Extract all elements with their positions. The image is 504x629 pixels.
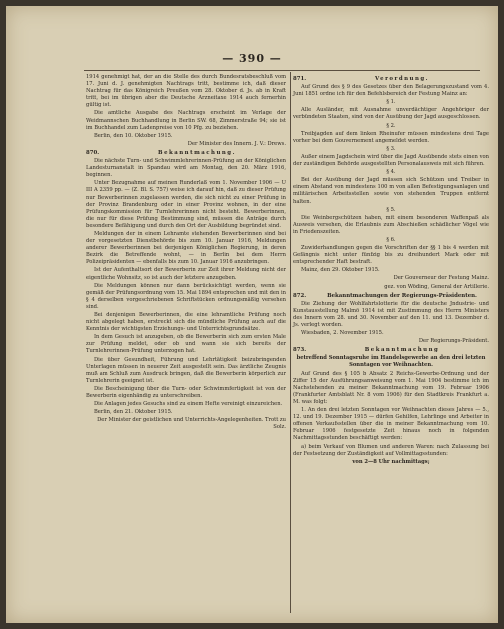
paragraph: Außer einem Jagdschein wird über die Jagd Ausübende stets einen von der zuständigen Behörde ausgestellten Personalausweis mit sich führen. [293, 153, 489, 168]
date-line: Mainz, den 29. Oktober 1915. [301, 267, 380, 274]
paragraph-symbol: § 4. [386, 169, 396, 176]
section-number: 871. [293, 76, 307, 82]
paragraph-symbol: § 5. [386, 206, 396, 213]
paragraph: Treibjagden auf dem linken Rheinufer müssen mindestens drei Tage vorher bei dem Gouvernement angemeldet werden. [293, 130, 489, 144]
page-number: — 390 — [222, 52, 282, 65]
section-870-heading [86, 150, 286, 157]
paragraph-symbol: § 1. [386, 99, 396, 106]
paragraph: Auf Grund des § 9 des Gesetzes über den Belagerungszustand vom 4. Juni 1851 ordne ich für den Befehlsbereich der Festung Mainz an: [293, 84, 489, 98]
paragraph: Ist der Aufenthaltsort der Bewerberin zur Zeit ihrer Meldung nicht der eigentliche Wohnsitz, so ist auch der letztere anzugeben. [86, 267, 286, 281]
paragraph: Meldungen der in einem Lehramte stehenden Bewerberinnen sind bei der vorgesetzten Dienstbehörde bis zum 10. Januar 1916, Meldungen anderer Bewerberinnen bei derjenigen Königlichen Regierung, in deren Bezirk die Betreffende wohnt, — in Berlin bei dem Herrn Polizeipräsidenten — ebenfalls bis zum 10. Januar 1916 anzubringen. [86, 230, 286, 266]
paragraph-symbol: § 2. [386, 122, 396, 129]
paragraph: Die Meldungen können nur dann berücksichtigt werden, wenn sie gemäß der Prüfungsordnung vom 15. Mai 1894 entsprechen und mit den in § 4 derselben vorgeschriebenen Schriftstücken ordnungsmäßig versehen sind. [86, 282, 286, 310]
paragraph-symbol: § 6. [386, 236, 396, 243]
paragraph: Alle Ausländer, mit Ausnahme unverdächtiger Angehöriger der verbündeten Staaten, sind von der Ausübung der Jagd ausgeschlossen. [293, 107, 489, 121]
paragraph: Auf Grund des § 105 b Absatz 2 Reichs-Gewerbe-Ordnung und der Ziffer 15 der Ausführungsanweisung vom 1. Mai 1904 bestimme ich im Nachstehenden zu meiner Bekanntmachung vom 19. Februar 1906 (Frankfurter Amtsblatt Nr. 8 vom 1906) für den Stadtkreis Frankfurt a. M. was folgt: [293, 370, 489, 405]
paragraph-symbol: § 3. [386, 145, 396, 152]
paragraph: Die nächste Turn- und Schwimmlehrerinnen-Prüfung an der Königlichen Landesturnanstalt in Spandau wird am Montag, den 20. März 1916, beginnen. [86, 158, 286, 179]
signature: Der Gouverneur der Festung Mainz. [393, 275, 489, 282]
paragraph: Bei der Ausübung der Jagd müssen sich Schützen und Treiber in einem Abstand von mindestens 100 m von allen Befestigungsanlagen und militärischen Arbeitsstellen sowie von stehenden Truppen entfernt halten. [293, 177, 489, 205]
list-item: 1. An den drei letzten Sonntagen vor Weihnachten dieses Jahres — 5., 12. und 19. Dezember 1915 — dürfen Gehilfen, Lehrlinge und Arbeiter in offenen Verkaufsstellen über die in meiner Bekanntmachung vom 10. Februar 1906 festgesetzte Zeit hinaus noch in folgenden Nachmittagsstunden beschäftigt werden: [293, 407, 489, 442]
paragraph: Die Anlagen jedes Gesuchs sind zu einem Hefte vereinigt einzureichen. [94, 401, 283, 408]
list-item: a) beim Verkauf von Blumen und anderen Waren: nach Zulassung bei der Festsetzung der Zuständigkeit auf Vollmittagsstunden: [293, 443, 489, 457]
section-number: 873. [293, 347, 307, 354]
intro-paragraph: Die amtliche Ausgabe des Nachtrags erscheint im Verlage der Weidmannschen Buchhandlung in Berlin SW. 68, Zimmerstraße 94; sie ist im Buchhandel zum Ladenpreise von 10 Pfg. zu beziehen. [86, 110, 286, 131]
section-title: Verordnung. [374, 76, 430, 82]
paragraph: In dem Gesuch ist anzugeben, ob die Bewerberin sich zum ersten Male zur Prüfung meldet, oder ob und wann sie sich bereits der Turnlehrerinnen-Prüfung unterzogen hat. [86, 334, 286, 355]
paragraph: Zuwiderhandlungen gegen die Vorschriften der §§ 1 bis 4 werden mit Gefängnis nicht unter fünfzig bis zu dreihundert Mark oder mit entsprechender Haft bestraft. [293, 245, 489, 266]
date-line: Berlin, den 21. Oktober 1915. [94, 409, 173, 416]
section-number: 870. [86, 149, 100, 156]
intro-date: Berlin, den 10. Oktober 1915. [94, 132, 173, 139]
section-872-heading [293, 293, 489, 300]
paragraph: Bei denjenigen Bewerberinnen, die eine lehramtliche Prüfung noch nicht abgelegt haben, erstreckt sich die mündliche Prüfung auch auf die Kenntnis der wichtigsten Erziehungs- und Unterrichtsgrundsätze. [86, 312, 286, 333]
paragraph: Die Ziehung der Wohlfahrtslotterie für die deutsche Jndustrie- und Kunstausstellung Malmö 1914 ist mit Zustimmung des Herrn Ministers des Innern vom 28. und 30. November auf den 11. und 13. Dezember d. Js. verlegt worden. [293, 300, 489, 328]
document-page [6, 6, 498, 623]
signature: Der Minister der geistlichen und Unterrichts-Angelegenheiten. Trott zu Solz. [97, 417, 286, 431]
section-title: Bekanntmachung [364, 347, 440, 354]
intro-paragraph: 1914 genehmigt hat, der an die Stelle des durch Bundesratsbeschluß vom 17. Juni d. J. genehmigten Nachtrags tritt, bestimme ich, daß dieser Nachtrag für das Königreich Preußen vom 28. Oktober d. Js. ab in Kraft tritt, bei im übrigen aber die Deutsche Arzneitaxe 1914 auch fernerhin gültig ist. [86, 74, 286, 109]
section-873-heading [293, 347, 489, 354]
paragraph: Die Bescheinigung über die Turn- oder Schwimmfertigkeit ist von der Bewerberin eigenhändig zu unterschreiben. [86, 385, 286, 400]
signature: gez. von Wöding, General der Artillerie. [384, 283, 489, 290]
section-title: Bekanntmachung. [158, 149, 236, 156]
section-subtitle: betreffend Sonntagsruhe im Handelsgewerbe an den drei letzten Sonntagen vor Weihnachten. [296, 355, 486, 369]
signature: Der Regierungs-Präsident. [418, 338, 489, 345]
paragraph: Die Weinbergschützen haben, mit einem besonderen Waffenpaß als Ausweis versehen, die Erlaubnis zum Abschießen schädlicher Vögel wie in Friedenszeiten. [293, 214, 489, 235]
section-number: 872. [293, 292, 307, 299]
date-line: Wiesbaden, 2. November 1915. [301, 330, 384, 337]
intro-signature: Der Minister des Innern. J. V.: Drews. [187, 140, 286, 147]
header-rule [84, 70, 480, 71]
section-871-heading [293, 76, 489, 83]
list-item: von 2—8 Uhr nachmittags; [352, 458, 430, 465]
right-column [293, 74, 489, 467]
column-divider [290, 72, 291, 613]
left-column [86, 74, 286, 433]
paragraph: Die über Gesundheit, Führung und Lehrtätigkeit beizubringenden Unterlagen müssen in neuerer Zeit ausgestellt sein. Das ärztliche Zeugnis muß am Schluß zum Ausdruck bringen, daß die Bewerberin körperlich zur Turnlehrerin geeignet ist. [86, 356, 286, 384]
paragraph: Unter Bezugnahme auf meinen Runderlaß vom 1. November 1906 — U III A 2359 pp. — (Z. Bl. S. 757) weise ich darauf hin, daß zu dieser Prüfung nur Bewerberinnen zugelassen werden, die sich nicht zu einer Prüfung in der Provinz Brandenburg oder in einer Provinz wohnen, in der eine Prüfungskommission für Turnlehrerinnen nicht besteht. Bewerberinnen, die nur für diese Prüfung Bestimmung sind, müssen die Anträge durch besondere Befähigung und durch den Ort der Ausbildung begründet sind. [86, 180, 286, 229]
section-title: Bekanntmachungen der Regierungs-Präsidenten. [327, 292, 477, 299]
